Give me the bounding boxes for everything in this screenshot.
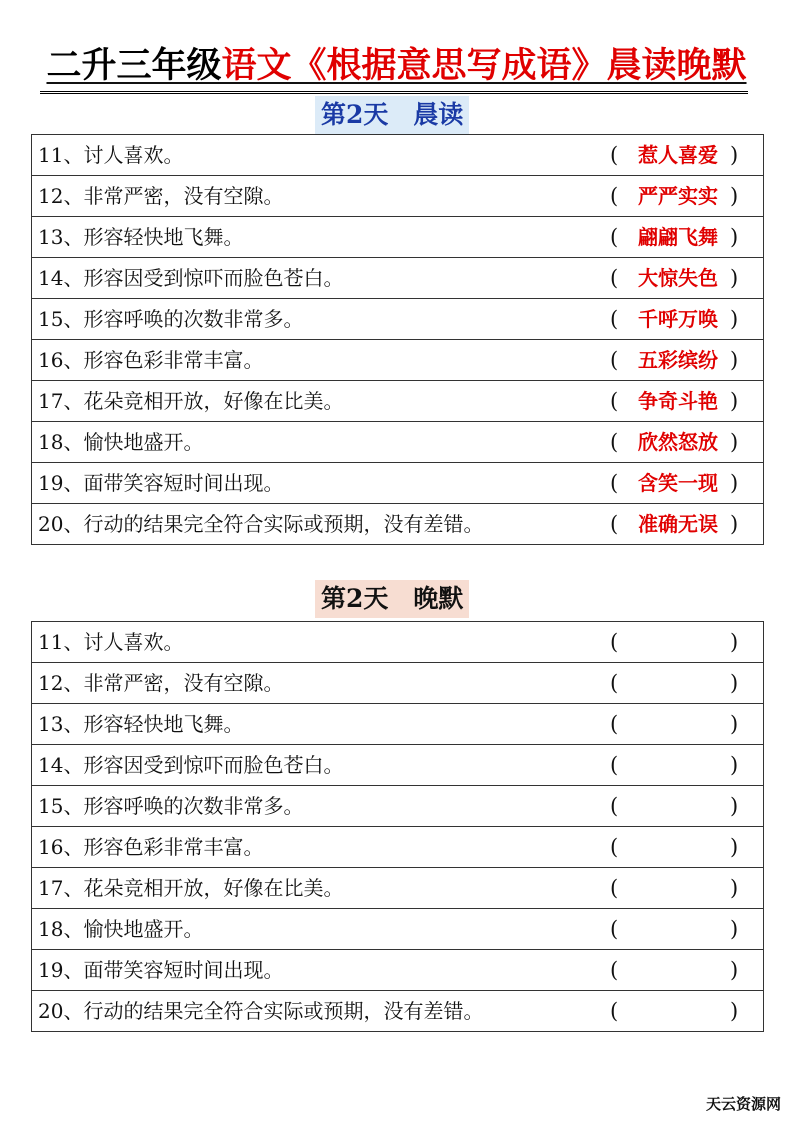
question-text: 17、花朵竞相开放，好像在比美。 (38, 389, 344, 413)
title-divider (40, 91, 748, 94)
open-paren: ( (610, 835, 619, 859)
close-paren: ) (730, 917, 739, 941)
footer-watermark: 天云资源网 (705, 1095, 781, 1113)
table-row (32, 381, 763, 422)
table-row (32, 745, 763, 786)
open-paren: ( (610, 143, 619, 167)
open-paren: ( (610, 712, 619, 736)
answer-text: 严严实实 (638, 184, 718, 208)
open-paren: ( (610, 184, 619, 208)
table-row (32, 463, 763, 504)
answer-text: 翩翩飞舞 (638, 225, 718, 249)
question-text: 19、面带笑容短时间出现。 (38, 958, 284, 982)
question-text: 14、形容因受到惊吓而脸色苍白。 (38, 753, 344, 777)
morning-heading: 第2天 晨读 (315, 96, 469, 134)
table-row (32, 663, 763, 704)
question-text: 18、愉快地盛开。 (38, 430, 204, 454)
question-text: 14、形容因受到惊吓而脸色苍白。 (38, 266, 344, 290)
title-subject: 语文《根据意思写成语》晨读晚默 (221, 45, 747, 86)
close-paren: ) (730, 430, 739, 454)
close-paren: ) (730, 835, 739, 859)
close-paren: ) (730, 348, 739, 372)
answer-text: 含笑一现 (638, 471, 718, 495)
answer-text: 大惊失色 (638, 266, 718, 290)
table-row (32, 299, 763, 340)
open-paren: ( (610, 266, 619, 290)
open-paren: ( (610, 307, 619, 331)
close-paren: ) (730, 471, 739, 495)
question-text: 17、花朵竞相开放，好像在比美。 (38, 876, 344, 900)
table-row (32, 176, 763, 217)
close-paren: ) (730, 307, 739, 331)
evening-table (31, 621, 764, 1032)
answer-text: 欣然怒放 (638, 430, 718, 454)
open-paren: ( (610, 958, 619, 982)
table-row (32, 704, 763, 745)
question-text: 12、非常严密，没有空隙。 (38, 671, 284, 695)
answer-text: 争奇斗艳 (638, 389, 718, 413)
morning-table (31, 134, 764, 545)
table-row (32, 135, 763, 176)
open-paren: ( (610, 999, 619, 1023)
title-grade: 二升三年级 (46, 45, 222, 86)
open-paren: ( (610, 512, 619, 536)
question-text: 18、愉快地盛开。 (38, 917, 204, 941)
question-text: 13、形容轻快地飞舞。 (38, 712, 244, 736)
open-paren: ( (610, 430, 619, 454)
close-paren: ) (730, 630, 739, 654)
answer-text: 五彩缤纷 (638, 348, 718, 372)
question-text: 20、行动的结果完全符合实际或预期，没有差错。 (38, 512, 484, 536)
answer-text: 惹人喜爱 (638, 143, 718, 167)
table-row (32, 827, 763, 868)
table-row (32, 504, 763, 545)
table-row (32, 258, 763, 299)
table-row (32, 422, 763, 463)
question-text: 16、形容色彩非常丰富。 (38, 835, 264, 859)
table-row (32, 786, 763, 827)
table-row (32, 217, 763, 258)
open-paren: ( (610, 471, 619, 495)
answer-text: 千呼万唤 (638, 307, 718, 331)
close-paren: ) (730, 712, 739, 736)
close-paren: ) (730, 184, 739, 208)
open-paren: ( (610, 917, 619, 941)
open-paren: ( (610, 225, 619, 249)
page-title (0, 44, 793, 88)
close-paren: ) (730, 999, 739, 1023)
question-text: 11、讨人喜欢。 (38, 630, 184, 654)
close-paren: ) (730, 389, 739, 413)
open-paren: ( (610, 876, 619, 900)
question-text: 15、形容呼唤的次数非常多。 (38, 794, 304, 818)
question-text: 15、形容呼唤的次数非常多。 (38, 307, 304, 331)
close-paren: ) (730, 512, 739, 536)
close-paren: ) (730, 876, 739, 900)
table-row (32, 868, 763, 909)
open-paren: ( (610, 348, 619, 372)
open-paren: ( (610, 671, 619, 695)
close-paren: ) (730, 266, 739, 290)
table-row (32, 991, 763, 1032)
open-paren: ( (610, 794, 619, 818)
table-row (32, 909, 763, 950)
open-paren: ( (610, 389, 619, 413)
close-paren: ) (730, 753, 739, 777)
table-row (32, 340, 763, 381)
question-text: 12、非常严密，没有空隙。 (38, 184, 284, 208)
table-row (32, 950, 763, 991)
open-paren: ( (610, 753, 619, 777)
question-text: 11、讨人喜欢。 (38, 143, 184, 167)
close-paren: ) (730, 143, 739, 167)
question-text: 13、形容轻快地飞舞。 (38, 225, 244, 249)
close-paren: ) (730, 794, 739, 818)
close-paren: ) (730, 671, 739, 695)
close-paren: ) (730, 225, 739, 249)
table-row (32, 622, 763, 663)
question-text: 16、形容色彩非常丰富。 (38, 348, 264, 372)
question-text: 19、面带笑容短时间出现。 (38, 471, 284, 495)
answer-text: 准确无误 (638, 512, 718, 536)
close-paren: ) (730, 958, 739, 982)
evening-heading: 第2天 晚默 (315, 580, 469, 618)
open-paren: ( (610, 630, 619, 654)
question-text: 20、行动的结果完全符合实际或预期，没有差错。 (38, 999, 484, 1023)
